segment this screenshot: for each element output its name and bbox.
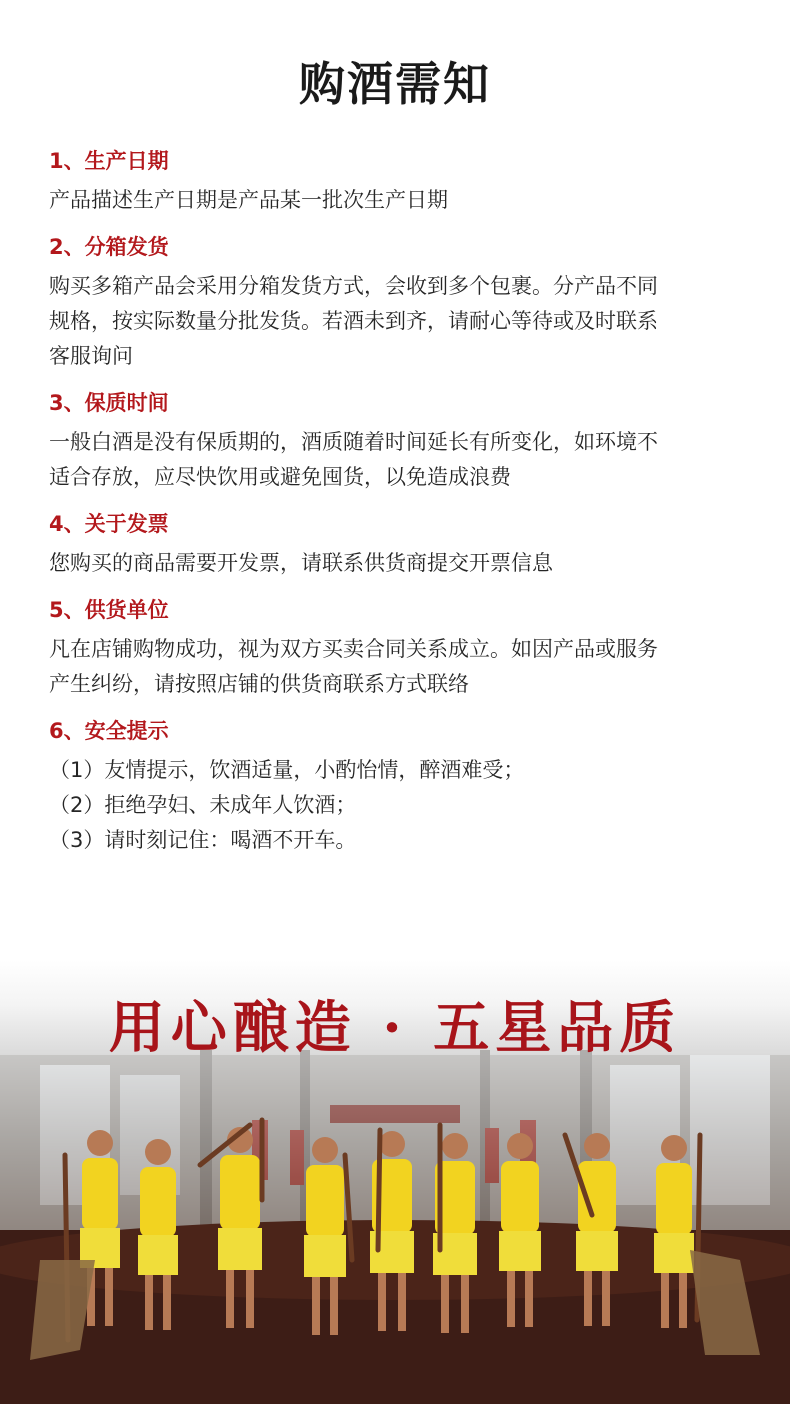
brewery-photo-banner <box>0 960 790 1404</box>
section-heading: 5、供货单位 <box>49 598 169 622</box>
section-heading: 3、保质时间 <box>49 391 169 415</box>
section-body <box>49 546 749 581</box>
section-shelf-life <box>49 388 749 495</box>
section-heading: 4、关于发票 <box>49 512 169 536</box>
body-line: 客服询问 <box>49 344 133 368</box>
body-line: 产生纠纷，请按照店铺的供货商联系方式联络 <box>49 672 469 696</box>
section-invoice <box>49 509 749 581</box>
body-line: 一般白酒是没有保质期的，酒质随着时间延长有所变化，如环境不 <box>49 430 658 454</box>
section-safety-tips <box>49 716 749 858</box>
section-body <box>49 425 749 495</box>
section-heading: 1、生产日期 <box>49 149 169 173</box>
notice-list <box>49 146 749 872</box>
safety-tip-item: （1）友情提示，饮酒适量，小酌怡情，醉酒难受； <box>49 758 525 782</box>
body-line: 产品描述生产日期是产品某一批次生产日期 <box>49 188 448 212</box>
body-line: 规格，按实际数量分批发货。若酒未到齐，请耐心等待或及时联系 <box>49 309 658 333</box>
body-line: 适合存放，应尽快饮用或避免囤货，以免造成浪费 <box>49 465 511 489</box>
section-body <box>49 632 749 702</box>
section-body <box>49 269 749 374</box>
safety-tip-item: （3）请时刻记住：喝酒不开车。 <box>49 828 357 852</box>
section-split-shipping <box>49 232 749 374</box>
section-heading: 6、安全提示 <box>49 719 169 743</box>
section-production-date <box>49 146 749 218</box>
section-heading: 2、分箱发货 <box>49 235 169 259</box>
body-line: 凡在店铺购物成功，视为双方买卖合同关系成立。如因产品或服务 <box>49 637 658 661</box>
body-line: 购买多箱产品会采用分箱发货方式，会收到多个包裹。分产品不同 <box>49 274 658 298</box>
banner-slogan: 用心酿造 · 五星品质 <box>108 995 682 1061</box>
section-body <box>49 183 749 218</box>
body-line: 您购买的商品需要开发票，请联系供货商提交开票信息 <box>49 551 553 575</box>
section-supplier <box>49 595 749 702</box>
section-body <box>49 753 749 858</box>
page-title: 购酒需知 <box>299 57 491 111</box>
safety-tip-item: （2）拒绝孕妇、未成年人饮酒； <box>49 793 357 817</box>
